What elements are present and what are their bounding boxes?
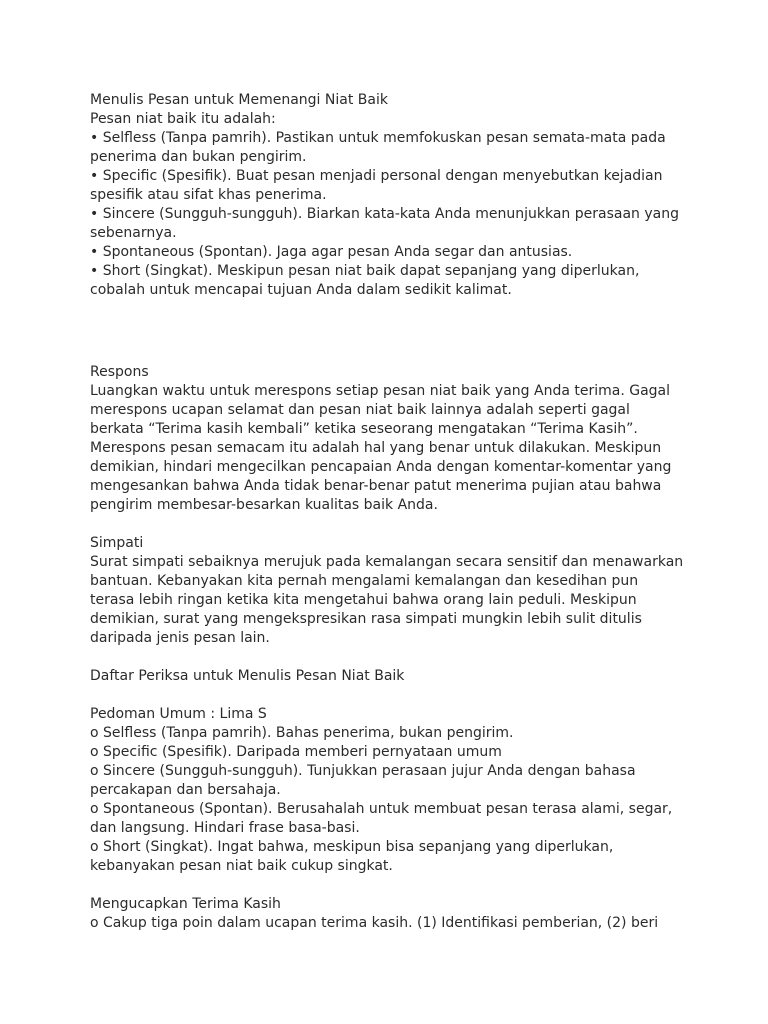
text-line: spesifik atau sifat khas penerima.: [90, 187, 327, 203]
text-line: • Specific (Spesifik). Buat pesan menjadi personal dengan menyebutkan kejadian: [90, 168, 663, 184]
text-line: terasa lebih ringan ketika kita mengetahui bahwa orang lain peduli. Meskipun: [90, 592, 637, 608]
section-heading: Daftar Periksa untuk Menulis Pesan Niat Baik: [90, 668, 405, 684]
text-line: Luangkan waktu untuk merespons setiap pesan niat baik yang Anda terima. Gagal: [90, 383, 671, 399]
text-line: berkata “Terima kasih kembali” ketika seseorang mengatakan “Terima Kasih”.: [90, 421, 638, 437]
text-line: bantuan. Kebanyakan kita pernah mengalami kemalangan dan kesedihan pun: [90, 573, 639, 589]
section-respons: [90, 363, 730, 515]
list-item: o Short (Singkat). Ingat bahwa, meskipun bisa sepanjang yang diperlukan,: [90, 839, 614, 855]
text-line: mengesankan bahwa Anda tidak benar-benar patut menerima pujian atau bahwa: [90, 478, 662, 494]
section-simpati: [90, 534, 730, 648]
section-heading: Simpati: [90, 535, 144, 551]
text-line: sebenarnya.: [90, 225, 177, 241]
text-line: • Short (Singkat). Meskipun pesan niat baik dapat sepanjang yang diperlukan,: [90, 263, 640, 279]
section-heading: Mengucapkan Terima Kasih: [90, 896, 281, 912]
list-item: o Sincere (Sungguh-sungguh). Tunjukkan perasaan jujur Anda dengan bahasa: [90, 763, 636, 779]
section-niat-baik: [90, 91, 730, 300]
text-line: cobalah untuk mencapai tujuan Anda dalam sedikit kalimat.: [90, 282, 512, 298]
section-heading: Pedoman Umum : Lima S: [90, 706, 267, 722]
section-pedoman-umum: [90, 705, 730, 876]
spacer: [90, 686, 730, 705]
section-daftar-periksa: [90, 667, 730, 686]
spacer: [90, 300, 730, 344]
text-line: merespons ucapan selamat dan pesan niat baik lainnya adalah seperti gagal: [90, 402, 630, 418]
section-heading: Menulis Pesan untuk Memenangi Niat Baik: [90, 92, 388, 108]
text-line: penerima dan bukan pengirim.: [90, 149, 307, 165]
list-item: o Selfless (Tanpa pamrih). Bahas penerima, bukan pengirim.: [90, 725, 514, 741]
list-item: percakapan dan bersahaja.: [90, 782, 281, 798]
list-item: kebanyakan pesan niat baik cukup singkat.: [90, 858, 393, 874]
text-line: • Selfless (Tanpa pamrih). Pastikan untuk memfokuskan pesan semata-mata pada: [90, 130, 666, 146]
spacer: [90, 876, 730, 895]
text-line: Pesan niat baik itu adalah:: [90, 111, 276, 127]
text-line: • Spontaneous (Spontan). Jaga agar pesan Anda segar dan antusias.: [90, 244, 573, 260]
list-item: o Cakup tiga poin dalam ucapan terima kasih. (1) Identifikasi pemberian, (2) beri: [90, 915, 659, 931]
list-item: o Specific (Spesifik). Daripada memberi pernyataan umum: [90, 744, 502, 760]
text-line: demikian, hindari mengecilkan pencapaian Anda dengan komentar-komentar yang: [90, 459, 672, 475]
text-line: Merespons pesan semacam itu adalah hal yang benar untuk dilakukan. Meskipun: [90, 440, 662, 456]
spacer: [90, 648, 730, 667]
section-heading: Respons: [90, 364, 149, 380]
text-line: pengirim membesar-besarkan kualitas baik Anda.: [90, 497, 438, 513]
text-line: • Sincere (Sungguh-sungguh). Biarkan kata-kata Anda menunjukkan perasaan yang: [90, 206, 679, 222]
spacer: [90, 344, 730, 363]
document-page: [90, 91, 730, 933]
list-item: dan langsung. Hindari frase basa-basi.: [90, 820, 360, 836]
section-terima-kasih: [90, 895, 730, 933]
spacer: [90, 515, 730, 534]
list-item: o Spontaneous (Spontan). Berusahalah untuk membuat pesan terasa alami, segar,: [90, 801, 673, 817]
text-line: daripada jenis pesan lain.: [90, 630, 270, 646]
text-line: Surat simpati sebaiknya merujuk pada kemalangan secara sensitif dan menawarkan: [90, 554, 684, 570]
text-line: demikian, surat yang mengekspresikan rasa simpati mungkin lebih sulit ditulis: [90, 611, 642, 627]
